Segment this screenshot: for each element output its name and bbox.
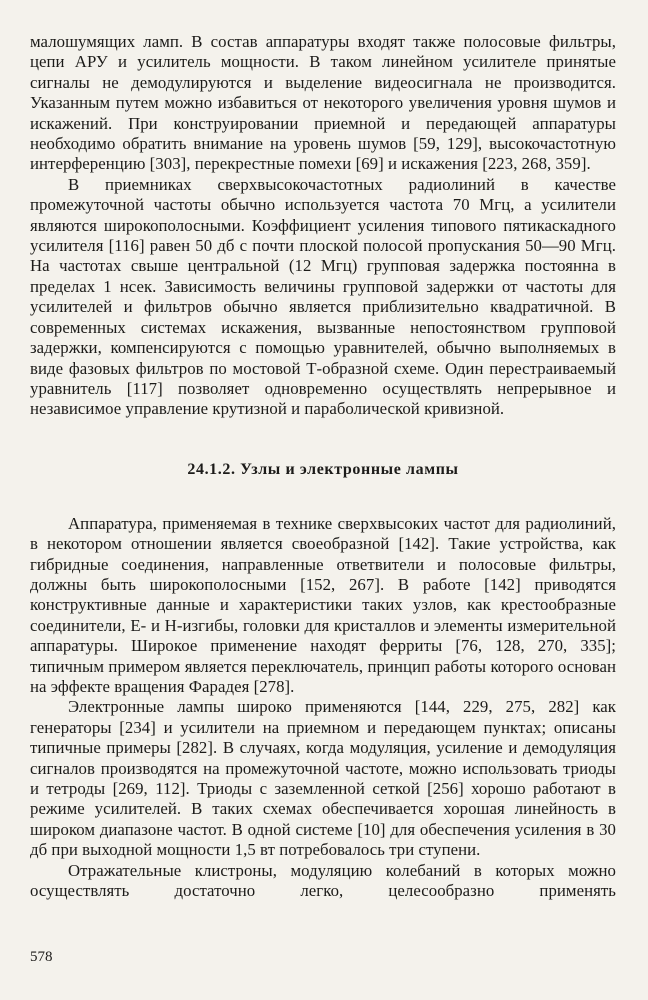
paragraph-if-amplifiers: В приемниках сверхвысокочастотных радиолиний в качестве промежуточной частоты обычно используется частота 70 Мгц, а усилители являются широкополосными. Коэффициент усиления типового пятикаскадного усилителя [116] равен 50 дб с почти плоской полосой пропускания 50—90 Мгц. На частотах свыше центральной (12 Мгц) групповая задержка постоянна в пределах 1 нсек. Зависимость величины групповой задержки от частоты для усилителей и фильтров обычно является приблизительно квадратичной. В современных системах искажения, вызванные непостоянством групповой задержки, компенсируются с помощью уравнителей, обычно выполняемых в виде фазовых фильтров по мостовой Т-образной схеме. Один перестраиваемый уравнитель [117] позволяет одновременно осуществлять непрерывное и независимое управление крутизной и параболической кривизной. [30,174,616,419]
paragraph-microwave-equipment: Аппаратура, применяемая в технике сверхвысоких частот для радиолиний, в некотором отношении является своеобразной [142]. Такие устройства, как гибридные соединения, направленные ответвители и полосовые фильтры, должны быть широкополосными [152, 267]. В работе [142] приводятся конструктивные данные и характеристики таких узлов, как крестообразные соединители, E- и H-изгибы, головки для кристаллов и элементы измерительной аппаратуры. Широкое применение находят ферриты [76, 128, 270, 335]; типичным примером является переключатель, принцип работы которого основан на эффекте вращения Фарадея [278]. [30,513,616,696]
paragraph-lamp-noise: малошумящих ламп. В состав аппаратуры входят также полосовые фильтры, цепи АРУ и усилитель мощности. В таком линейном усилителе принятые сигналы не демодулируются и выделение видеосигнала не производится. Указанным путем можно избавиться от некоторого увеличения уровня шумов и искажений. При конструировании приемной и передающей аппаратуры необходимо обратить внимание на уровень шумов [59, 129], высокочастотную интерференцию [303], перекрестные помехи [69] и искажения [223, 268, 359]. [30,32,616,174]
section-heading: 24.1.2. Узлы и электронные лампы [187,460,459,478]
paragraph-klystrons: Отражательные клистроны, модуляцию колебаний в которых можно осуществлять достаточно легко, целесообразно применять [30,860,616,901]
page-number: 578 [30,949,53,965]
paragraph-electron-tubes: Электронные лампы широко применяются [144, 229, 275, 282] как генераторы [234] и усилители на приемном и передающем пунктах; описаны типичные примеры [282]. В случаях, когда модуляция, усиление и демодуляция сигналов производятся на промежуточной частоте, можно использовать триоды и тетроды [269, 112]. Триоды с заземленной сеткой [256] хорошо работают в режиме усилителей. В таких схемах обеспечивается хорошая линейность в широком диапазоне частот. В одной системе [10] для обеспечения усиления в 30 дб при выходной мощности 1,5 вт потребовалось три ступени. [30,697,616,860]
